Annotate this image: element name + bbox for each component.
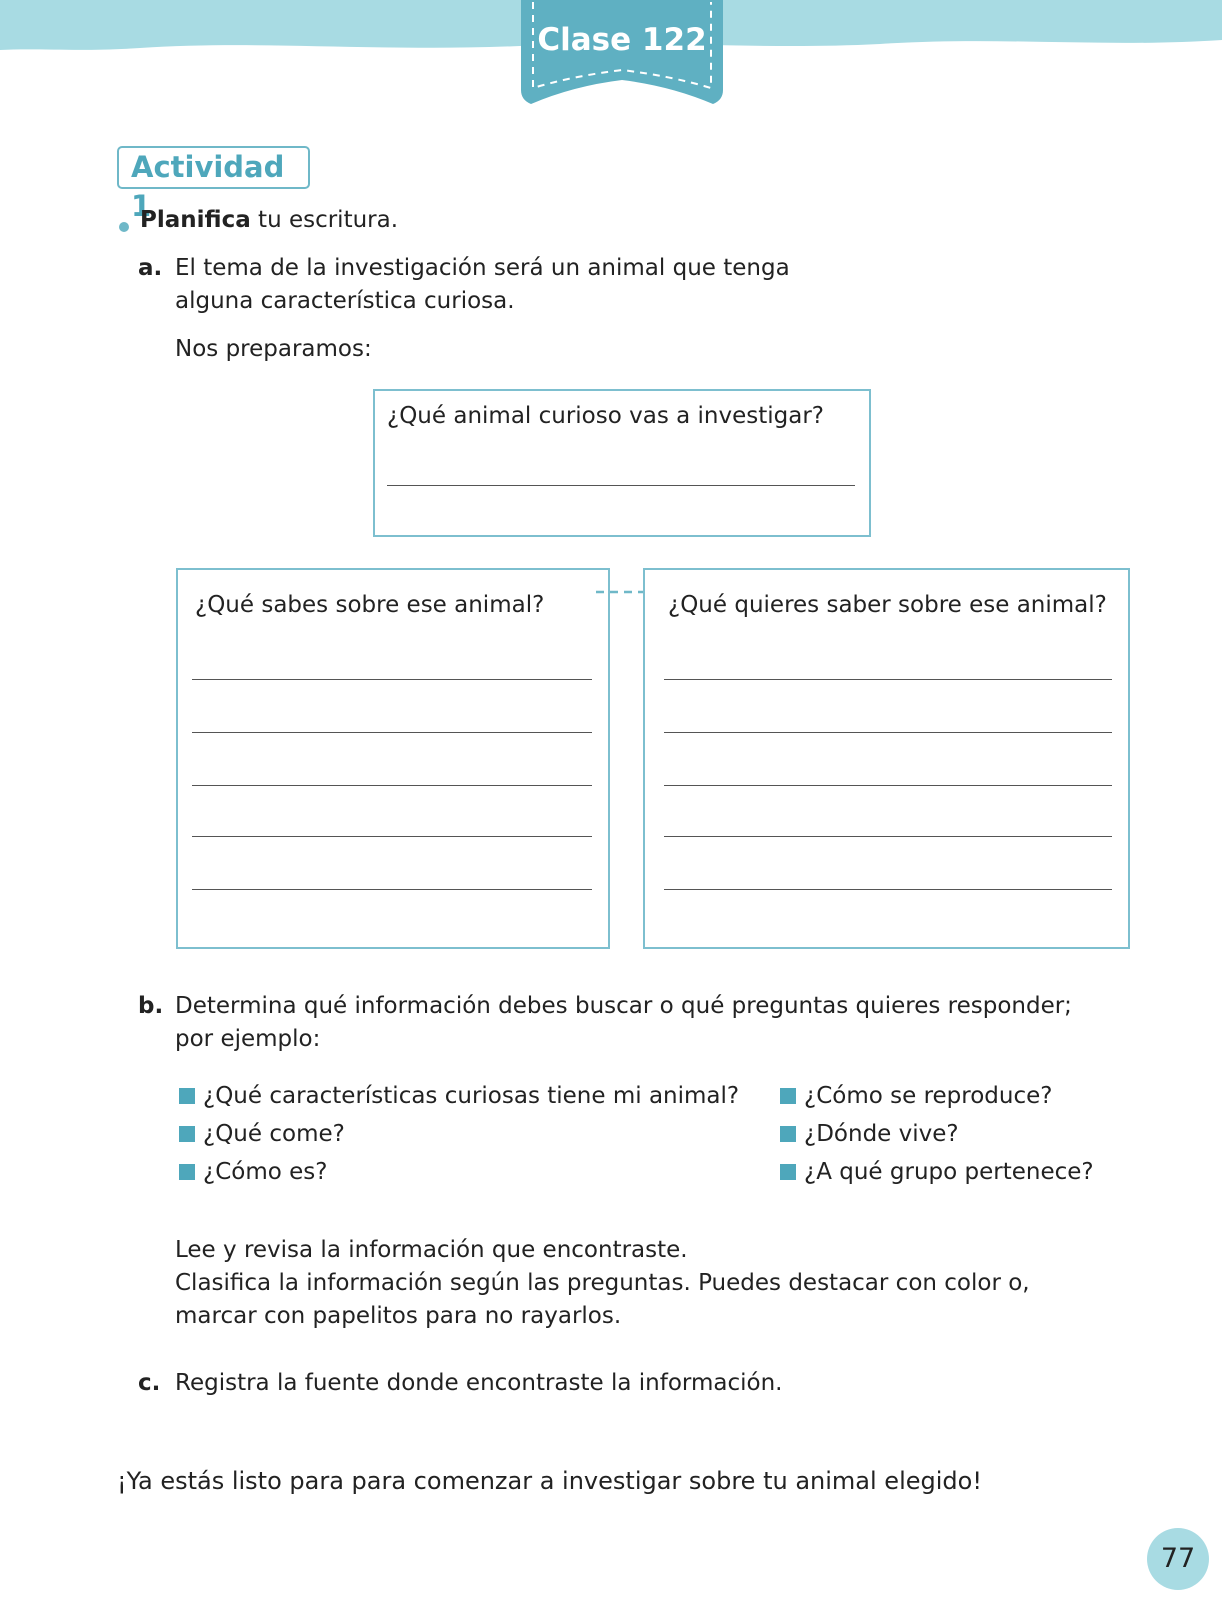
box-want xyxy=(643,568,1130,949)
answer-line[interactable] xyxy=(192,785,592,786)
item-b-para2: Clasifica la información según las preguntas. Puedes destacar con color o, xyxy=(175,1270,1030,1296)
question-item: ¿Cómo se reproduce? xyxy=(780,1080,1052,1113)
intro-bold: Planifica xyxy=(140,207,251,233)
question-item: ¿A qué grupo pertenece? xyxy=(780,1156,1094,1189)
item-b-letter: b. xyxy=(138,993,164,1019)
square-bullet-icon xyxy=(179,1164,195,1180)
item-b-para1: Lee y revisa la información que encontraste. xyxy=(175,1237,688,1263)
answer-line[interactable] xyxy=(664,732,1112,733)
answer-line[interactable] xyxy=(192,679,592,680)
page-number: 77 xyxy=(1147,1528,1209,1590)
item-b-line2: por ejemplo: xyxy=(175,1026,321,1052)
square-bullet-icon xyxy=(780,1088,796,1104)
square-bullet-icon xyxy=(179,1126,195,1142)
item-a-letter: a. xyxy=(138,255,163,281)
item-c-letter: c. xyxy=(138,1370,161,1396)
question-item: ¿Dónde vive? xyxy=(780,1118,959,1151)
question-item: ¿Cómo es? xyxy=(179,1156,327,1189)
box-know xyxy=(176,568,610,949)
box-want-question: ¿Qué quieres saber sobre ese animal? xyxy=(668,592,1107,618)
intro-line xyxy=(140,204,398,237)
answer-line[interactable] xyxy=(387,485,855,486)
question-item: ¿Qué características curiosas tiene mi animal? xyxy=(179,1080,739,1113)
box-animal-question: ¿Qué animal curioso vas a investigar? xyxy=(387,403,824,429)
item-c-text: Registra la fuente donde encontraste la información. xyxy=(175,1370,783,1396)
bullet-icon xyxy=(119,222,129,232)
item-a-prep: Nos preparamos: xyxy=(175,336,372,362)
answer-line[interactable] xyxy=(192,732,592,733)
question-item: ¿Qué come? xyxy=(179,1118,345,1151)
item-b-para3: marcar con papelitos para no rayarlos. xyxy=(175,1303,622,1329)
item-a-line2: alguna característica curiosa. xyxy=(175,288,515,314)
answer-line[interactable] xyxy=(664,889,1112,890)
answer-line[interactable] xyxy=(664,836,1112,837)
closing-text: ¡Ya estás listo para para comenzar a investigar sobre tu animal elegido! xyxy=(117,1467,982,1495)
answer-line[interactable] xyxy=(192,836,592,837)
activity-title: Actividad 1 xyxy=(117,146,310,189)
answer-line[interactable] xyxy=(664,679,1112,680)
square-bullet-icon xyxy=(780,1126,796,1142)
item-b-line1: Determina qué información debes buscar o qué preguntas quieres responder; xyxy=(175,993,1072,1019)
box-animal xyxy=(373,389,871,537)
clase-title: Clase 122 xyxy=(537,22,707,58)
square-bullet-icon xyxy=(780,1164,796,1180)
box-know-question: ¿Qué sabes sobre ese animal? xyxy=(195,592,545,618)
item-a-line1: El tema de la investigación será un animal que tenga xyxy=(175,255,790,281)
answer-line[interactable] xyxy=(192,889,592,890)
intro-rest: tu escritura. xyxy=(250,207,399,233)
answer-line[interactable] xyxy=(664,785,1112,786)
square-bullet-icon xyxy=(179,1088,195,1104)
